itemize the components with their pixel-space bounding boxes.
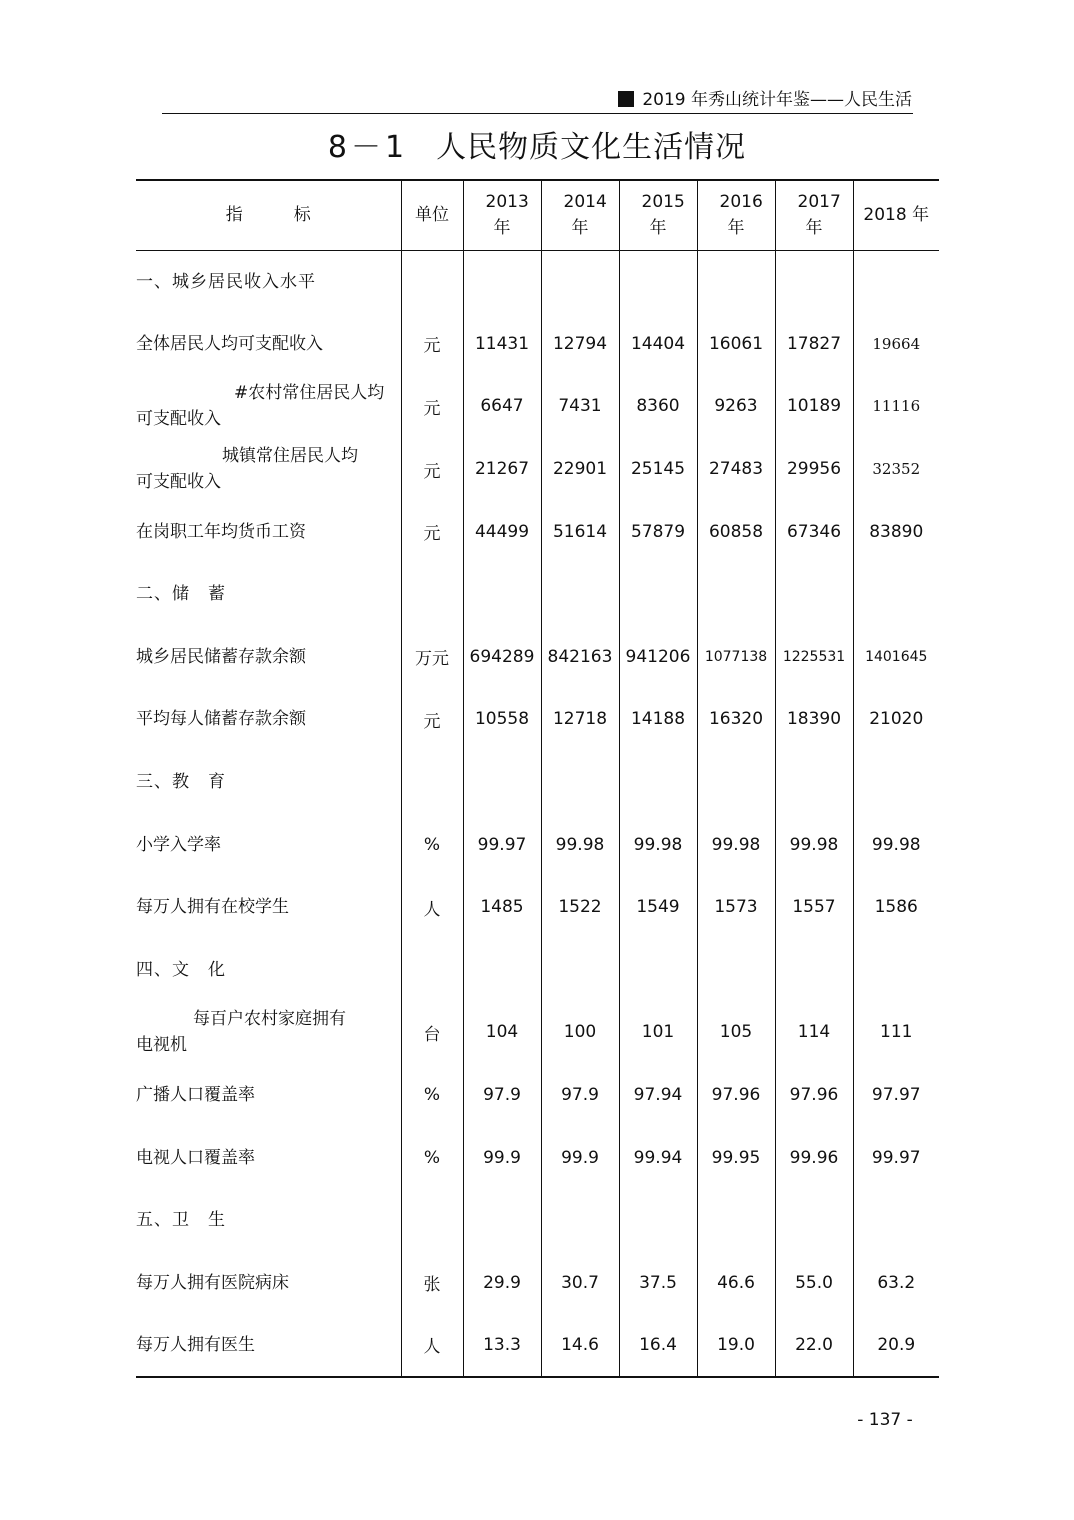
indicator-label: 每万人拥有医生: [136, 1314, 401, 1377]
value-cell: 21020: [853, 688, 939, 751]
unit-cell: 台: [401, 1001, 463, 1064]
value-cell: 18390: [775, 688, 853, 751]
value-cell: 694289: [463, 626, 541, 689]
table-row: [136, 1001, 939, 1064]
unit-cell: 人: [401, 876, 463, 939]
indicator-label: 小学入学率: [136, 834, 221, 855]
value-cell: 99.9: [541, 1126, 619, 1189]
value-cell: 6647: [463, 375, 541, 438]
empty-cell: [853, 1189, 939, 1252]
indicator-label: 在岗职工年均货币工资: [136, 521, 306, 542]
value-cell: 105: [697, 1001, 775, 1064]
value-cell: 12794: [541, 313, 619, 376]
empty-cell: [697, 751, 775, 814]
empty-cell: [541, 1189, 619, 1252]
indicator-label: 电视人口覆盖率: [136, 1147, 255, 1168]
value-cell: 32352: [853, 438, 939, 501]
value-cell: 97.9: [541, 1064, 619, 1127]
empty-cell: [463, 563, 541, 626]
value-cell: 97.96: [697, 1064, 775, 1127]
table-row: [136, 1252, 939, 1315]
value-cell: 14188: [619, 688, 697, 751]
empty-cell: [463, 751, 541, 814]
page-title: [0, 126, 1074, 170]
empty-cell: [775, 1189, 853, 1252]
value-cell: 97.94: [619, 1064, 697, 1127]
header-row: [136, 180, 939, 250]
stats-table: [136, 179, 939, 1378]
value-cell: 11116: [853, 375, 939, 438]
value-cell: 83890: [853, 500, 939, 563]
value-cell: 19.0: [697, 1314, 775, 1377]
value-cell: 13.3: [463, 1314, 541, 1377]
table-row: [136, 876, 939, 939]
value-cell: 842163: [541, 626, 619, 689]
empty-cell: [853, 563, 939, 626]
table-row: [136, 813, 939, 876]
column-header-year: 2013 年: [463, 180, 541, 250]
value-cell: 17827: [775, 313, 853, 376]
value-cell: 29956: [775, 438, 853, 501]
page-number: - 137 -: [857, 1410, 913, 1430]
empty-cell: [619, 939, 697, 1002]
value-cell: 46.6: [697, 1252, 775, 1315]
value-cell: 63.2: [853, 1252, 939, 1315]
table-row: [136, 1314, 939, 1377]
unit-cell: 张: [401, 1252, 463, 1315]
value-cell: 30.7: [541, 1252, 619, 1315]
indicator-label-line2: 可支配收入: [136, 409, 221, 430]
indicator-label: 城乡居民储蓄存款余额: [136, 646, 306, 667]
table-row: [136, 626, 939, 689]
black-square-icon: [618, 91, 634, 107]
indicator-label: 每万人拥有医院病床: [136, 1272, 289, 1293]
column-header-unit: 单位: [401, 180, 463, 250]
empty-cell: [619, 751, 697, 814]
indicator-label: 每万人拥有在校学生: [136, 897, 289, 918]
unit-cell: 元: [401, 500, 463, 563]
column-header-year: 2017 年: [775, 180, 853, 250]
value-cell: 114: [775, 1001, 853, 1064]
indicator-label-line1: 每百户农村家庭拥有: [193, 1009, 346, 1030]
value-cell: 97.9: [463, 1064, 541, 1127]
value-cell: 14.6: [541, 1314, 619, 1377]
value-cell: 16.4: [619, 1314, 697, 1377]
empty-cell: [401, 751, 463, 814]
value-cell: 99.98: [697, 813, 775, 876]
empty-cell: [541, 751, 619, 814]
value-cell: 12718: [541, 688, 619, 751]
section-row: [136, 939, 939, 1002]
value-cell: 99.98: [541, 813, 619, 876]
section-label: 二、储 蓄: [136, 584, 226, 605]
header-rule: [162, 113, 913, 114]
value-cell: 97.97: [853, 1064, 939, 1127]
empty-cell: [619, 563, 697, 626]
empty-cell: [401, 1189, 463, 1252]
value-cell: 16061: [697, 313, 775, 376]
unit-cell: %: [401, 1064, 463, 1127]
value-cell: 67346: [775, 500, 853, 563]
value-cell: 99.94: [619, 1126, 697, 1189]
value-cell: 1077138: [697, 626, 775, 689]
column-header-indicator: 指 标: [136, 180, 401, 250]
value-cell: 941206: [619, 626, 697, 689]
value-cell: 22.0: [775, 1314, 853, 1377]
value-cell: 60858: [697, 500, 775, 563]
empty-cell: [541, 563, 619, 626]
value-cell: 29.9: [463, 1252, 541, 1315]
value-cell: 51614: [541, 500, 619, 563]
section-label: 四、文 化: [136, 959, 226, 980]
empty-cell: [463, 939, 541, 1002]
empty-cell: [619, 1189, 697, 1252]
value-cell: 99.9: [463, 1126, 541, 1189]
value-cell: 1485: [463, 876, 541, 939]
indicator-label: 广播人口覆盖率: [136, 1085, 255, 1106]
value-cell: 10558: [463, 688, 541, 751]
value-cell: 16320: [697, 688, 775, 751]
running-header-text: 2019 年秀山统计年鉴——人民生活: [642, 90, 912, 110]
column-header-year: 2014 年: [541, 180, 619, 250]
value-cell: 99.98: [619, 813, 697, 876]
empty-cell: [853, 250, 939, 313]
section-row: [136, 1189, 939, 1252]
unit-cell: 万元: [401, 626, 463, 689]
indicator-label-line2: 可支配收入: [136, 472, 221, 493]
empty-cell: [401, 563, 463, 626]
unit-cell: %: [401, 813, 463, 876]
table-title: 人民物质文化生活情况: [436, 130, 747, 165]
empty-cell: [697, 1189, 775, 1252]
empty-cell: [697, 250, 775, 313]
empty-cell: [697, 563, 775, 626]
empty-cell: [775, 939, 853, 1002]
empty-cell: [463, 1189, 541, 1252]
value-cell: 7431: [541, 375, 619, 438]
value-cell: 101: [619, 1001, 697, 1064]
table-row: [136, 375, 939, 438]
table-row: [136, 1126, 939, 1189]
value-cell: 14404: [619, 313, 697, 376]
section-label: 五、卫 生: [136, 1210, 226, 1231]
value-cell: 100: [541, 1001, 619, 1064]
value-cell: 99.97: [463, 813, 541, 876]
value-cell: 8360: [619, 375, 697, 438]
value-cell: 99.95: [697, 1126, 775, 1189]
section-row: [136, 751, 939, 814]
indicator-label: 全体居民人均可支配收入: [136, 333, 323, 354]
table-body: [136, 250, 939, 1377]
value-cell: 1573: [697, 876, 775, 939]
value-cell: 1522: [541, 876, 619, 939]
section-row: [136, 250, 939, 313]
value-cell: 25145: [619, 438, 697, 501]
empty-cell: [463, 250, 541, 313]
unit-cell: %: [401, 1126, 463, 1189]
indicator-label: 平均每人储蓄存款余额: [136, 709, 306, 730]
value-cell: 99.97: [853, 1126, 939, 1189]
empty-cell: [775, 250, 853, 313]
running-header: [162, 86, 912, 114]
unit-cell: 元: [401, 438, 463, 501]
value-cell: 111: [853, 1001, 939, 1064]
value-cell: 11431: [463, 313, 541, 376]
empty-cell: [853, 751, 939, 814]
table-row: [136, 438, 939, 501]
value-cell: 1557: [775, 876, 853, 939]
unit-cell: 元: [401, 313, 463, 376]
empty-cell: [619, 250, 697, 313]
value-cell: 97.96: [775, 1064, 853, 1127]
indicator-label: [136, 438, 401, 501]
table-row: [136, 688, 939, 751]
value-cell: 99.98: [775, 813, 853, 876]
unit-cell: 人: [401, 1314, 463, 1377]
value-cell: 20.9: [853, 1314, 939, 1377]
value-cell: 9263: [697, 375, 775, 438]
value-cell: 44499: [463, 500, 541, 563]
column-header-year: 2018 年: [853, 180, 939, 250]
indicator-label-line2: 电视机: [136, 1035, 187, 1056]
value-cell: 1586: [853, 876, 939, 939]
value-cell: 37.5: [619, 1252, 697, 1315]
section-row: [136, 563, 939, 626]
value-cell: 21267: [463, 438, 541, 501]
value-cell: 55.0: [775, 1252, 853, 1315]
empty-cell: [541, 250, 619, 313]
value-cell: 99.96: [775, 1126, 853, 1189]
indicator-label: [136, 1001, 401, 1064]
empty-cell: [775, 751, 853, 814]
table-row: [136, 500, 939, 563]
unit-cell: 元: [401, 688, 463, 751]
value-cell: 1549: [619, 876, 697, 939]
value-cell: 10189: [775, 375, 853, 438]
empty-cell: [401, 939, 463, 1002]
value-cell: 19664: [853, 313, 939, 376]
indicator-label: [136, 375, 401, 438]
column-header-year: 2016 年: [697, 180, 775, 250]
unit-cell: 元: [401, 375, 463, 438]
empty-cell: [775, 563, 853, 626]
empty-cell: [401, 250, 463, 313]
value-cell: 1225531: [775, 626, 853, 689]
value-cell: 27483: [697, 438, 775, 501]
column-header-year: 2015 年: [619, 180, 697, 250]
value-cell: 99.98: [853, 813, 939, 876]
table-number: 8－1: [327, 130, 409, 165]
value-cell: 1401645: [853, 626, 939, 689]
value-cell: 57879: [619, 500, 697, 563]
indicator-label-line1: #农村常住居民人均: [234, 383, 385, 404]
value-cell: 104: [463, 1001, 541, 1064]
section-label: 三、教 育: [136, 772, 226, 793]
empty-cell: [697, 939, 775, 1002]
empty-cell: [853, 939, 939, 1002]
indicator-label-line1: 城镇常住居民人均: [222, 446, 358, 467]
value-cell: 22901: [541, 438, 619, 501]
table-row: [136, 1064, 939, 1127]
empty-cell: [541, 939, 619, 1002]
section-label: 一、城乡居民收入水平: [136, 271, 316, 292]
table-row: [136, 313, 939, 376]
